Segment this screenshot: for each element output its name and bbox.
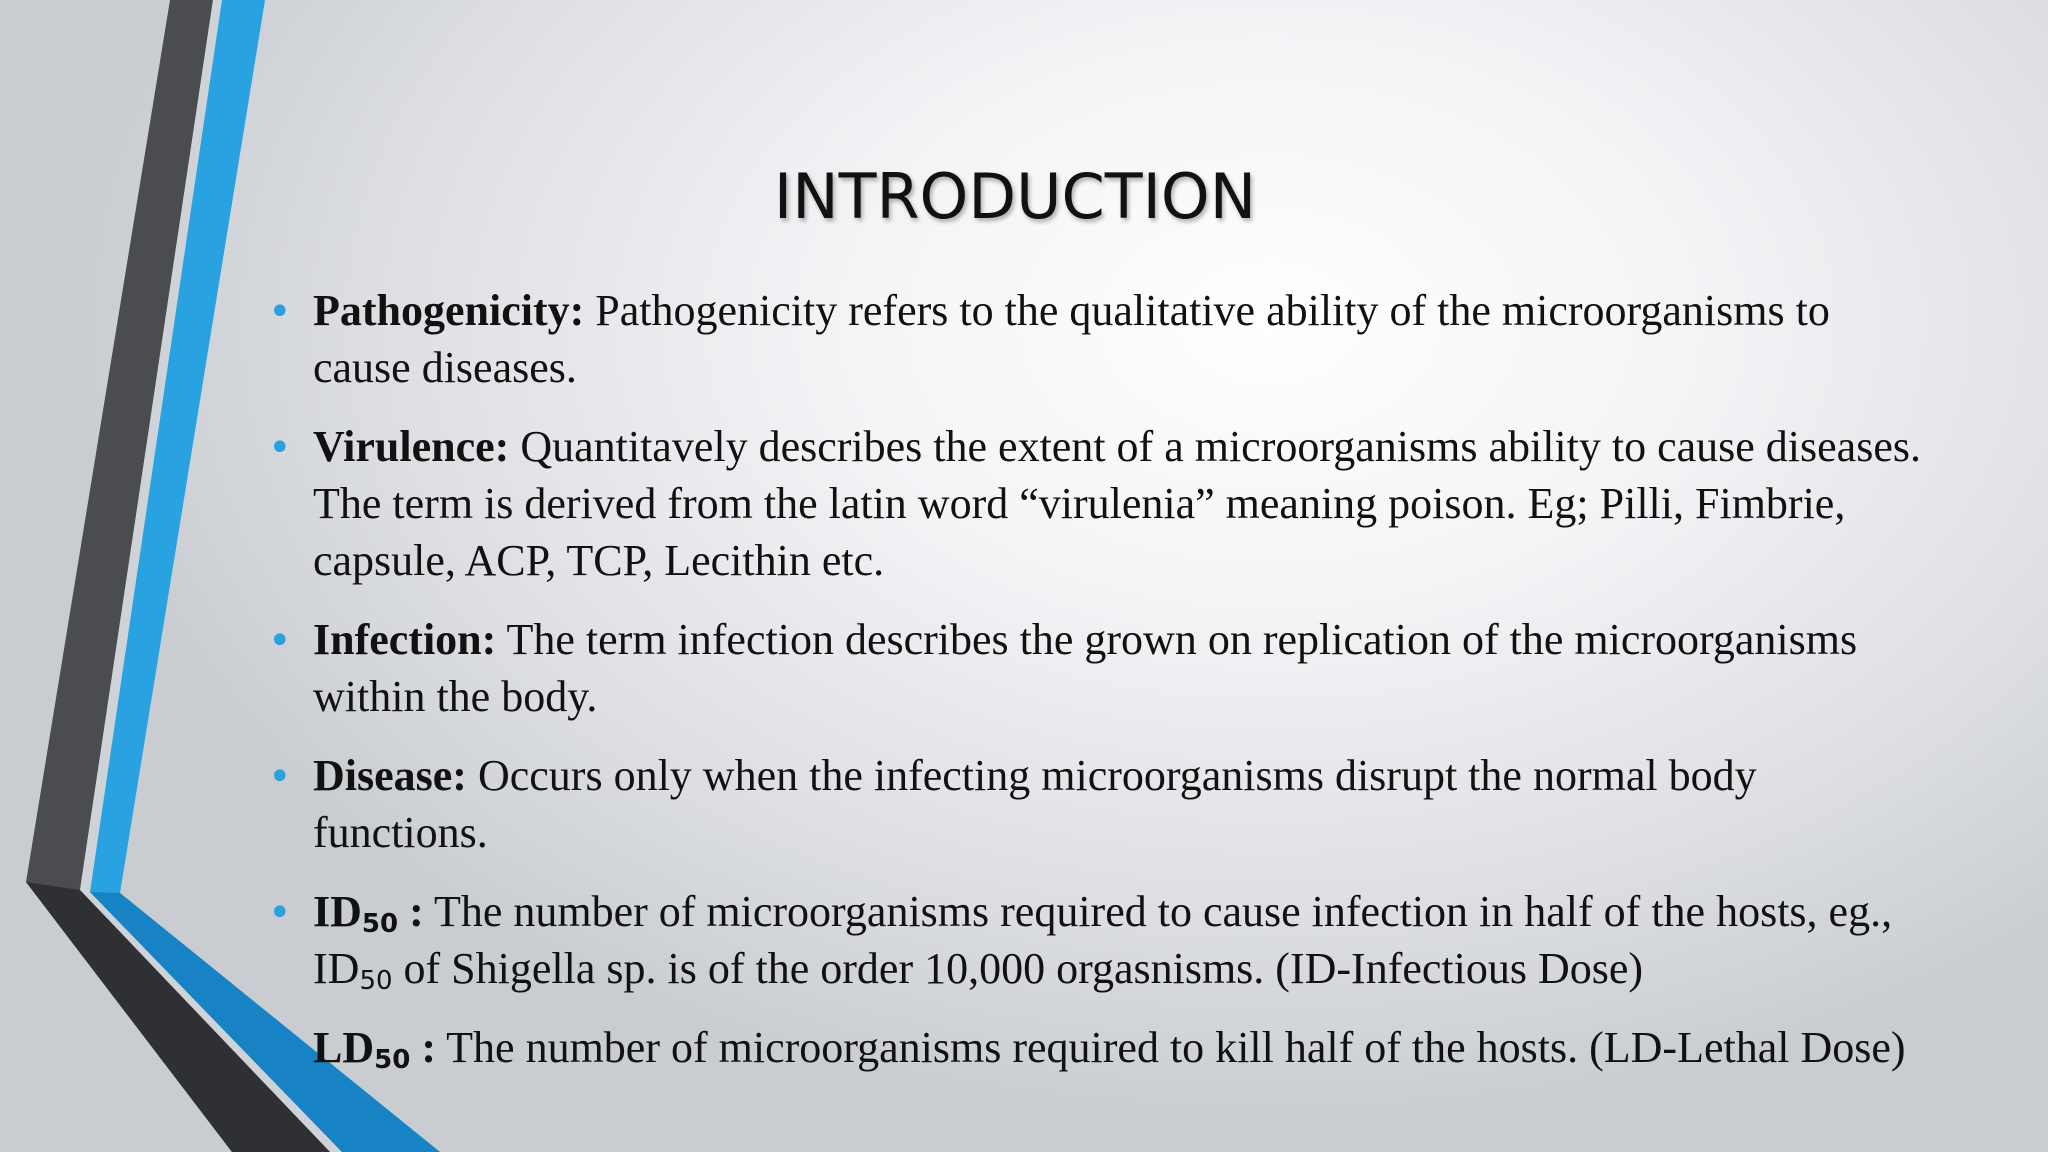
definition-pathogenicity: Pathogenicity refers to the qualitative ability of the microorganisms to cause diseases. [313,286,1830,392]
bullet-pathogenicity [268,282,1928,396]
slide-title: INTRODUCTION [773,160,1257,233]
term-pathogenicity: Pathogenicity: [313,286,585,335]
bullet-dot-icon: • [268,890,292,936]
term-virulence: Virulence: [313,422,510,471]
term-id50 [313,887,424,939]
term-ld50-main: LD [313,1023,375,1072]
definition-disease: Occurs only when the infecting microorganisms disrupt the normal body functions. [313,751,1757,857]
bullet-virulence [268,418,1928,589]
term-id50-suffix: : [398,887,424,936]
definition-id50-part1: The number of microorganisms required to cause infection in half of the hosts, eg., ID [313,887,1893,993]
bullet-list [268,282,1928,1098]
term-disease: Disease: [313,751,467,800]
bullet-ld50 [268,1019,1928,1076]
term-id50-main: ID [313,887,362,936]
bullet-disease [268,747,1928,861]
definition-infection: The term infection describes the grown on replication of the microorganisms within the body. [313,615,1858,721]
bullet-dot-icon: • [268,618,292,664]
bullet-infection [268,611,1928,725]
term-infection: Infection: [313,615,497,664]
term-ld50 [313,1023,436,1075]
bullet-id50 [268,883,1928,997]
term-id50-subscript: 50 [361,909,399,939]
bullet-dot-icon: • [268,425,292,471]
definition-id50-part2: of Shigella sp. is of the order 10,000 orgasnisms. (ID-Infectious Dose) [392,944,1644,993]
definition-id50-subscript: 50 [359,966,393,996]
definition-virulence: Quantitavely describes the extent of a microorganisms ability to cause diseases. The term is derived from the latin word “virulenia” meaning poison. Eg; Pilli, Fimbrie, capsule, ACP, TCP, Lecithin etc. [313,422,1921,585]
term-ld50-subscript: 50 [374,1045,411,1075]
term-ld50-suffix: : [410,1023,436,1072]
definition-ld50: The number of microorganisms required to kill half of the hosts. (LD-Lethal Dose) [435,1023,1906,1072]
bullet-dot-icon: • [268,289,292,335]
bullet-dot-icon: • [268,754,292,800]
